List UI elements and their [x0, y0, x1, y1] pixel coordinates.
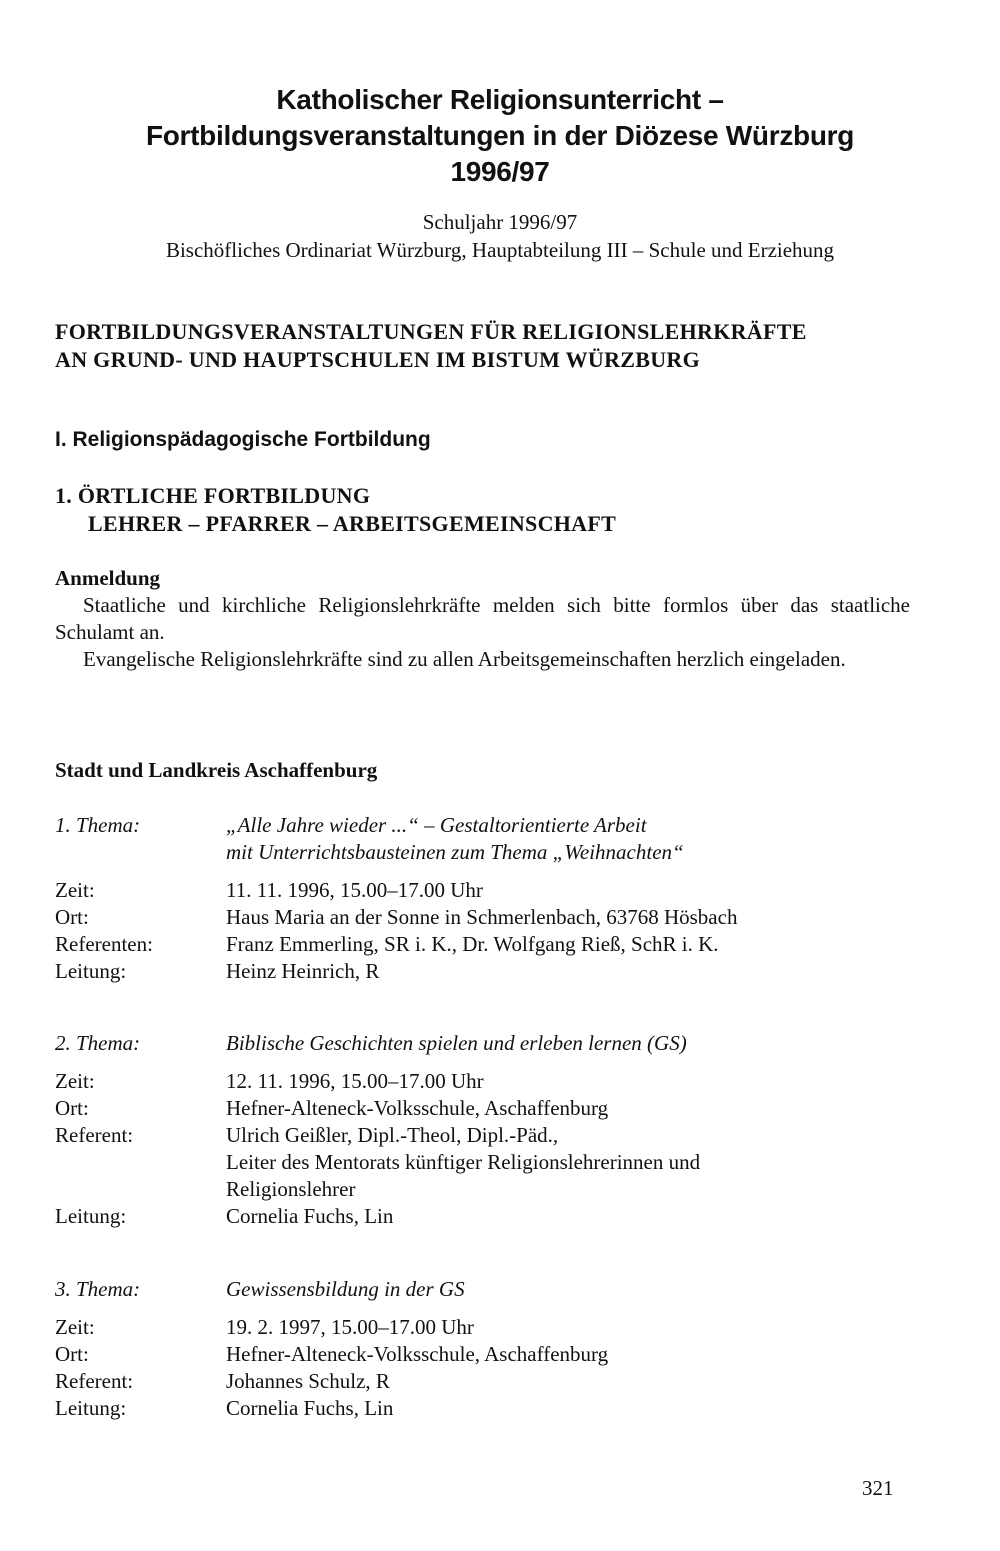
- speaker-label: Referenten:: [55, 932, 153, 956]
- event-1: [55, 812, 955, 985]
- speaker-label: Referent:: [55, 1123, 134, 1147]
- place-label: Ort:: [55, 1342, 89, 1366]
- time-label: Zeit:: [55, 878, 95, 902]
- sub-heading: [55, 482, 616, 538]
- time-label: Zeit:: [55, 1315, 95, 1339]
- lead-value: Heinz Heinrich, R: [226, 959, 380, 983]
- lead-label: Leitung:: [55, 1204, 127, 1228]
- speaker-value: Franz Emmerling, SR i. K., Dr. Wolfgang Rieß, SchR i. K.: [226, 932, 719, 956]
- theme-label: 1. Thema:: [55, 813, 141, 837]
- event-place-row: [55, 904, 955, 931]
- lead-label: Leitung:: [55, 959, 127, 983]
- event-time-row: [55, 1068, 955, 1095]
- caps-heading-line-2: AN GRUND- UND HAUPTSCHULEN IM BISTUM WÜRZBURG: [55, 347, 701, 372]
- event-speaker-row: [55, 1368, 955, 1395]
- event-theme-row: [55, 1030, 955, 1057]
- sub-heading-line-1: 1. ÖRTLICHE FORTBILDUNG: [55, 483, 371, 508]
- event-time-row: [55, 877, 955, 904]
- section-heading: I. Religionspädagogische Fortbildung: [55, 428, 431, 451]
- event-place-row: [55, 1095, 955, 1122]
- place-label: Ort:: [55, 905, 89, 929]
- speaker-value: Johannes Schulz, R: [226, 1369, 390, 1393]
- lead-value: Cornelia Fuchs, Lin: [226, 1204, 394, 1228]
- event-theme-row: [55, 812, 955, 866]
- document-title: [0, 82, 1000, 190]
- time-value: 19. 2. 1997, 15.00–17.00 Uhr: [226, 1315, 474, 1339]
- time-label: Zeit:: [55, 1069, 95, 1093]
- title-line-2: Fortbildungsveranstaltungen in der Diözese Würzburg: [145, 120, 855, 151]
- event-lead-row: [55, 958, 955, 985]
- place-label: Ort:: [55, 1096, 89, 1120]
- caps-heading: [55, 318, 807, 374]
- registration-paragraph-2: Evangelische Religionslehrkräfte sind zu allen Arbeitsgemeinschaften herzlich eingeladen.: [83, 647, 846, 671]
- theme-line-1: „Alle Jahre wieder ...“ – Gestaltorientierte Arbeit: [226, 813, 647, 837]
- theme-line-1: Biblische Geschichten spielen und erleben lernen (GS): [226, 1031, 687, 1055]
- event-place-row: [55, 1341, 955, 1368]
- theme-value: [226, 812, 955, 866]
- title-line-1: Katholischer Religionsunterricht –: [276, 84, 724, 115]
- registration-paragraph-1: Staatliche und kirchliche Religionslehrkräfte melden sich bitte formlos über das staatliche Schulamt an.: [55, 593, 910, 644]
- speaker-label: Referent:: [55, 1369, 134, 1393]
- theme-value: [226, 1276, 955, 1303]
- document-subtitle: [0, 208, 1000, 264]
- theme-line-1: Gewissensbildung in der GS: [226, 1277, 465, 1301]
- subtitle-line-2: Bischöfliches Ordinariat Würzburg, Hauptabteilung III – Schule und Erziehung: [165, 238, 835, 262]
- event-2: [55, 1030, 955, 1230]
- registration-block: [55, 565, 910, 673]
- speaker-line-2: Leiter des Mentorats künftiger Religionslehrerinnen und: [226, 1150, 701, 1174]
- registration-label: Anmeldung: [55, 566, 161, 590]
- event-lead-row: [55, 1203, 955, 1230]
- time-value: 12. 11. 1996, 15.00–17.00 Uhr: [226, 1069, 484, 1093]
- caps-heading-line-1: FORTBILDUNGSVERANSTALTUNGEN FÜR RELIGIONSLEHRKRÄFTE: [55, 319, 807, 344]
- speaker-line-1: Ulrich Geißler, Dipl.-Theol, Dipl.-Päd.,: [226, 1123, 559, 1147]
- event-time-row: [55, 1314, 955, 1341]
- theme-label: 2. Thema:: [55, 1031, 141, 1055]
- subtitle-line-1: Schuljahr 1996/97: [422, 210, 578, 234]
- time-value: 11. 11. 1996, 15.00–17.00 Uhr: [226, 878, 483, 902]
- event-theme-row: [55, 1276, 955, 1303]
- place-value: Hefner-Alteneck-Volksschule, Aschaffenburg: [226, 1342, 609, 1366]
- page-number: 321: [862, 1476, 894, 1500]
- place-value: Hefner-Alteneck-Volksschule, Aschaffenburg: [226, 1096, 609, 1120]
- theme-value: [226, 1030, 955, 1057]
- title-line-3: 1996/97: [450, 156, 550, 187]
- region-heading: Stadt und Landkreis Aschaffenburg: [55, 758, 378, 782]
- theme-line-2: mit Unterrichtsbausteinen zum Thema „Weihnachten“: [226, 840, 684, 864]
- speaker-line-3: Religionslehrer: [226, 1177, 356, 1201]
- event-speaker-row: [55, 1122, 955, 1203]
- place-value: Haus Maria an der Sonne in Schmerlenbach, 63768 Hösbach: [226, 905, 738, 929]
- lead-label: Leitung:: [55, 1396, 127, 1420]
- event-lead-row: [55, 1395, 955, 1422]
- theme-label: 3. Thema:: [55, 1277, 141, 1301]
- event-3: [55, 1276, 955, 1422]
- sub-heading-line-2: LEHRER – PFARRER – ARBEITSGEMEINSCHAFT: [88, 511, 617, 536]
- event-speaker-row: [55, 931, 955, 958]
- speaker-value: [226, 1122, 955, 1203]
- lead-value: Cornelia Fuchs, Lin: [226, 1396, 394, 1420]
